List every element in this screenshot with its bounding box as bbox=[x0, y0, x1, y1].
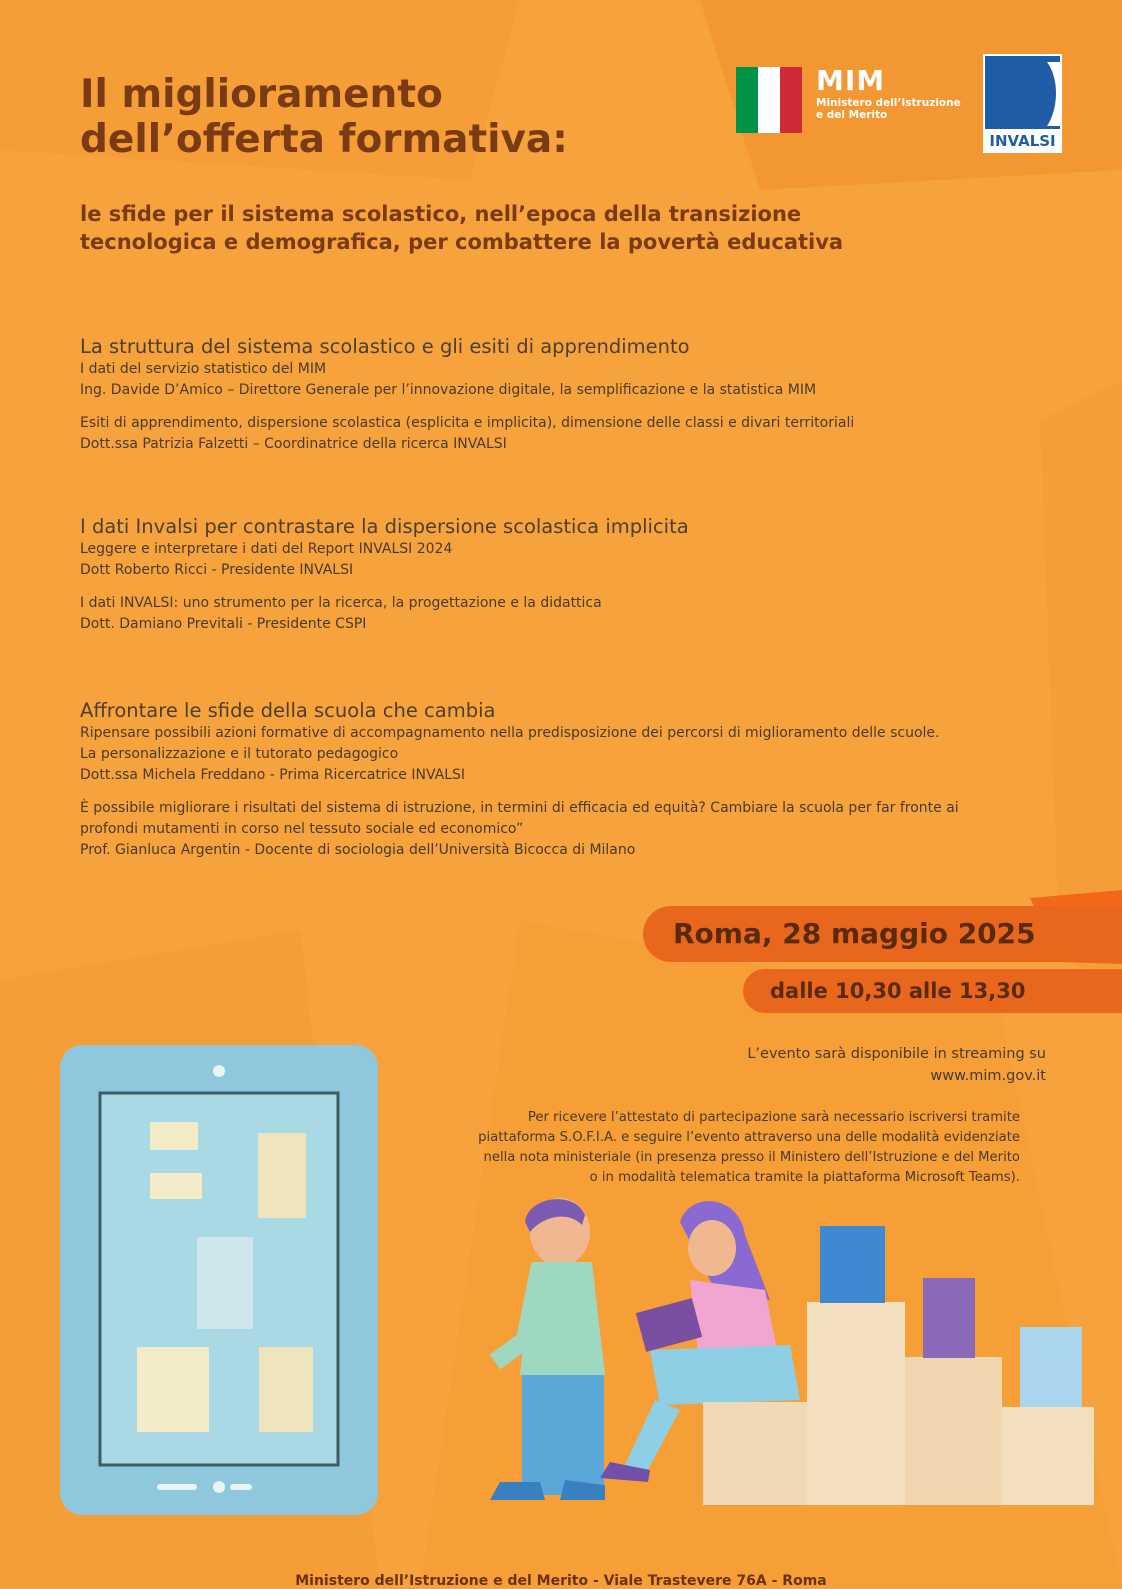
streaming-url: www.mim.gov.it bbox=[930, 1068, 1046, 1084]
attestato-line: Per ricevere l’attestato di partecipazione sarà necessario iscriversi tramite bbox=[527, 1110, 1020, 1125]
talk-title: Leggere e interpretare i dati del Report INVALSI 2024 bbox=[80, 541, 453, 557]
invalsi-logo-name: INVALSI bbox=[989, 132, 1056, 150]
subtitle-line1: le sfide per il sistema scolastico, nell’epoca della transizione bbox=[80, 202, 802, 226]
subtitle-line2: tecnologica e demografica, per combattere la povertà educativa bbox=[80, 230, 844, 254]
speaker: Prof. Gianluca Argentin - Docente di sociologia dell’Università Bicocca di Milano bbox=[80, 842, 636, 858]
event-time: dalle 10,30 alle 13,30 bbox=[770, 979, 1026, 1003]
speaker: Dott Roberto Ricci - Presidente INVALSI bbox=[80, 562, 354, 578]
tablet-illustration bbox=[60, 1045, 378, 1515]
section-title: La struttura del sistema scolastico e gli esiti di apprendimento bbox=[80, 335, 690, 358]
attestato-line: o in modalità telematica tramite la piattaforma Microsoft Teams). bbox=[589, 1170, 1020, 1185]
boy-illustration bbox=[490, 1198, 605, 1500]
talk-title: Esiti di apprendimento, dispersione scolastica (esplicita e implicita), dimensione delle classi e divari territoriali bbox=[80, 415, 855, 431]
event-date: Roma, 28 maggio 2025 bbox=[673, 917, 1036, 950]
mim-logo-name: MIM bbox=[816, 64, 886, 97]
talk-title: I dati del servizio statistico del MIM bbox=[80, 361, 327, 377]
speaker: Dott.ssa Michela Freddano - Prima Ricercatrice INVALSI bbox=[80, 767, 466, 783]
speaker: Dott. Damiano Previtali - Presidente CSPI bbox=[80, 616, 367, 632]
speaker: Dott.ssa Patrizia Falzetti – Coordinatrice della ricerca INVALSI bbox=[80, 436, 507, 452]
page-title-line1: Il miglioramento bbox=[80, 72, 443, 117]
section-title: I dati Invalsi per contrastare la dispersione scolastica implicita bbox=[80, 515, 689, 538]
footer-address: Ministero dell’Istruzione e del Merito - Viale Trastevere 76A - Roma bbox=[295, 1573, 827, 1589]
talk-subtitle: La personalizzazione e il tutorato pedagogico bbox=[80, 746, 399, 762]
page-title-line2: dell’offerta formativa: bbox=[80, 117, 568, 162]
talk-title: I dati INVALSI: uno strumento per la ricerca, la progettazione e la didattica bbox=[80, 595, 602, 611]
mim-logo-line2: e del Merito bbox=[816, 109, 888, 121]
speaker: Ing. Davide D’Amico – Direttore Generale per l’innovazione digitale, la semplificazione e la statistica MIM bbox=[80, 382, 817, 398]
talk-title: È possibile migliorare i risultati del sistema di istruzione, in termini di efficacia ed equità? Cambiare la scuola per far fronte ai bbox=[80, 800, 959, 816]
attestato-line: nella nota ministeriale (in presenza presso il Ministero dell’Istruzione e del Merito bbox=[483, 1150, 1020, 1165]
section-title: Affrontare le sfide della scuola che cambia bbox=[80, 699, 496, 722]
talk-title-cont: profondi mutamenti in corso nel tessuto sociale ed economico” bbox=[80, 821, 524, 837]
attestato-line: piattaforma S.O.F.I.A. e seguire l’evento attraverso una delle modalità evidenziate bbox=[478, 1130, 1020, 1145]
streaming-text: L’evento sarà disponibile in streaming su bbox=[747, 1046, 1046, 1062]
talk-title: Ripensare possibili azioni formative di accompagnamento nella predisposizione dei percorsi di miglioramento delle scuole. bbox=[80, 725, 940, 741]
mim-logo-line1: Ministero dell’Istruzione bbox=[816, 97, 961, 109]
